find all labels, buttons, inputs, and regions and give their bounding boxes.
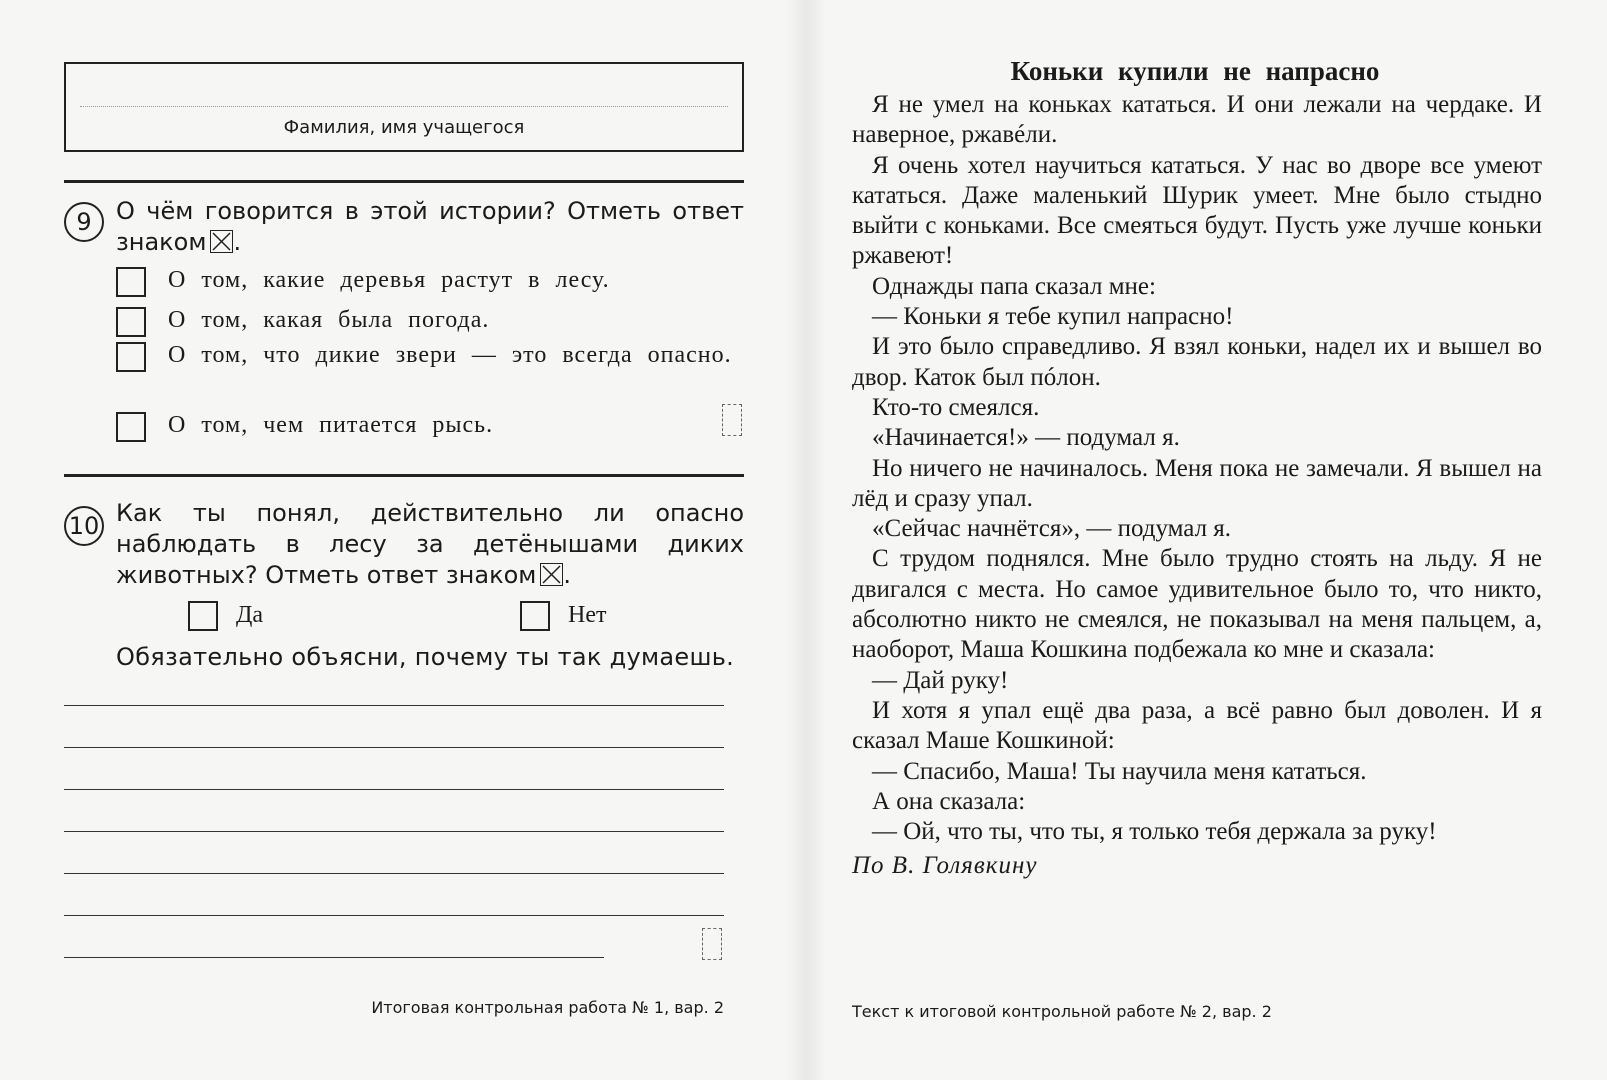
- name-caption: Фамилия, имя учащегося: [283, 117, 525, 138]
- story-paragraph: Однажды папа сказал мне:: [872, 272, 1156, 300]
- q9-option-1[interactable]: [116, 265, 744, 301]
- checkbox[interactable]: [116, 307, 146, 337]
- option-text: О том, какая была погода.: [168, 307, 490, 333]
- checkbox[interactable]: [116, 412, 146, 442]
- question-9-text: О чём говорится в этой истории? Отметь ответ знаком .: [116, 197, 744, 256]
- q9-option-3[interactable]: [116, 340, 744, 404]
- story-text: [852, 90, 1542, 882]
- answer-line[interactable]: [64, 789, 724, 790]
- answer-line[interactable]: [64, 957, 604, 958]
- explain-instruction: Обязательно объясни, почему ты так думаешь.: [116, 643, 735, 671]
- story-paragraph: Я очень хотел научиться кататься. У нас во дворе все умеют кататься. Даже маленький Шурик умеет. Мне было стыдно выйти с коньками. Все смеяться будут. Пусть уже лучше коньки ржавеют!: [852, 151, 1542, 270]
- story-paragraph: — Коньки я тебе купил напрасно!: [872, 303, 1234, 331]
- option-text: О том, чем питается рысь.: [168, 412, 494, 438]
- divider: [64, 474, 744, 477]
- story-paragraph: И это было справедливо. Я взял коньки, надел их и вышел во двор. Каток был пóлон.: [852, 333, 1542, 391]
- answer-line[interactable]: [64, 705, 724, 706]
- story-title: Коньки купили не напрасно: [1010, 56, 1380, 86]
- answer-line[interactable]: [64, 831, 724, 832]
- answer-no-label: Нет: [568, 602, 607, 628]
- answer-no[interactable]: [520, 598, 606, 632]
- score-box[interactable]: [722, 404, 742, 436]
- name-dotted-line: [80, 106, 728, 107]
- answer-line[interactable]: [64, 873, 724, 874]
- option-text: О том, какие деревья растут в лесу.: [168, 267, 610, 293]
- story-paragraph: «Сейчас начнётся», — подумал я.: [872, 515, 1232, 543]
- divider: [64, 180, 744, 183]
- story-paragraph: С трудом поднялся. Мне было трудно стоять на льду. Я не двигался с места. Но самое удивительное было то, что никто, абсолютно никто не смеялся, не показывал на меня пальцем, а, наоборот, Маша Кошкина подбежала ко мне и сказала:: [852, 545, 1542, 664]
- score-box[interactable]: [702, 928, 722, 960]
- checkbox[interactable]: [520, 601, 550, 631]
- right-page: [820, 0, 1607, 1080]
- checkbox[interactable]: [188, 601, 218, 631]
- question-10-text: Как ты понял, действительно ли опасно наблюдать в лесу за детёнышами диких животных? Отметь ответ знаком .: [116, 499, 744, 589]
- story-paragraph: А она сказала:: [872, 787, 1026, 815]
- story-paragraph: — Дай руку!: [872, 666, 1009, 694]
- answer-line[interactable]: [64, 747, 724, 748]
- cross-mark-icon: [540, 563, 563, 586]
- story-author: По В. Голявкину: [852, 852, 1038, 880]
- answer-yes[interactable]: [188, 598, 263, 632]
- answer-yes-label: Да: [236, 602, 264, 628]
- story-paragraph: Кто-то смеялся.: [872, 393, 1040, 421]
- checkbox[interactable]: [116, 267, 146, 297]
- right-footer: Текст к итоговой контрольной работе № 2, вар. 2: [852, 1002, 1272, 1021]
- option-text: О том, что дикие звери — это всегда опасно.: [168, 342, 732, 368]
- q9-option-2[interactable]: [116, 305, 744, 341]
- cross-mark-icon: [210, 230, 233, 253]
- story-paragraph: — Спасибо, Маша! Ты научила меня кататься.: [872, 757, 1367, 785]
- student-name-box[interactable]: [64, 62, 744, 152]
- story-paragraph: И хотя я упал ещё два раза, а всё равно был доволен. И я сказал Маше Кошкиной:: [852, 696, 1542, 755]
- question-10-number: 10: [64, 506, 104, 546]
- story-paragraph: — Ой, что ты, что ты, я только тебя держала за руку!: [872, 818, 1437, 846]
- question-9-number: 9: [64, 202, 104, 242]
- story-paragraph: «Начинается!» — подумал я.: [872, 424, 1180, 452]
- answer-line[interactable]: [64, 915, 724, 916]
- story-paragraph: Я не умел на коньках кататься. И они лежали на чердаке. И наверное, ржавéли.: [852, 91, 1542, 149]
- checkbox[interactable]: [116, 342, 146, 372]
- q9-option-4[interactable]: [116, 410, 744, 446]
- left-footer: Итоговая контрольная работа № 1, вар. 2: [371, 998, 724, 1017]
- left-page: [0, 0, 790, 1080]
- story-paragraph: Но ничего не начиналось. Меня пока не замечали. Я вышел на лёд и сразу упал.: [852, 454, 1542, 512]
